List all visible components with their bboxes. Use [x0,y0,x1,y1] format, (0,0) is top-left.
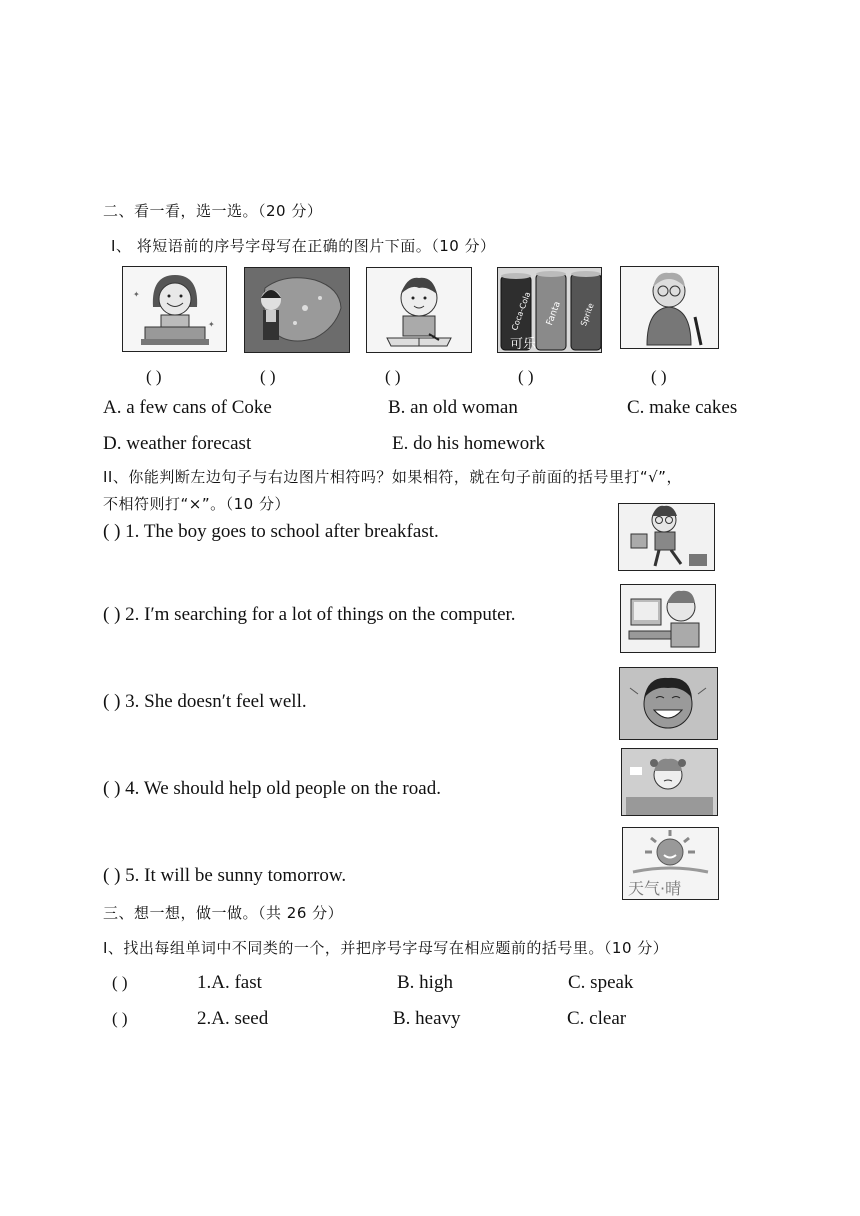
sunny-weather-picture [622,827,719,900]
word-group-2-paren[interactable]: ( ) [112,1009,128,1028]
section-3-part-1-instruction: Ι、找出每组单词中不同类的一个，并把序号字母写在相应题前的括号里。（10 分） [103,939,669,957]
svg-text:✦: ✦ [133,290,140,299]
boy-at-computer-picture [620,584,716,653]
can-label-sprite: Sprite [579,301,596,328]
part-2-instruction-line-1: ΙΙ、你能判断左边句子与右边图片相符吗？如果相符，就在句子前面的括号里打“√”， [103,468,682,486]
smiling-man-picture [619,667,718,740]
judge-item-3-paren[interactable]: ( ) [103,691,121,712]
word-group-1-paren[interactable]: ( ) [112,973,128,992]
weather-forecast-map-picture [244,267,350,353]
option-e: E. do his homework [392,433,546,454]
judge-item-5 [103,865,346,887]
word-group-1-option-b: B. high [397,972,453,993]
judge-item-4 [103,778,441,800]
judge-item-2 [103,604,516,626]
judge-item-1-paren[interactable]: ( ) [103,521,121,542]
picture-4-blank[interactable]: ( ) [518,367,534,386]
option-a: A. a few cans of Coke [103,397,272,418]
boy-walking-to-school-picture [618,503,715,571]
judge-item-4-text: 4. We should help old people on the road. [125,778,441,799]
judge-item-2-paren[interactable]: ( ) [103,604,121,625]
option-d: D. weather forecast [103,433,252,454]
picture-1-blank[interactable]: ( ) [146,367,162,386]
word-group-2-option-b: B. heavy [393,1008,461,1029]
picture-2-blank[interactable]: ( ) [260,367,276,386]
judge-item-2-text: 2. I′m searching for a lot of things on the computer. [125,604,516,625]
boy-doing-homework-picture [366,267,472,353]
part-1-instruction: Ⅰ、 将短语前的序号字母写在正确的图片下面。（10 分） [111,237,496,255]
section-2-heading: 二、看一看，选一选。（20 分） [103,202,323,220]
word-group-1-option-a: 1.A. fast [197,972,262,993]
judge-item-1-text: 1. The boy goes to school after breakfast. [125,521,439,542]
picture-5-blank[interactable]: ( ) [651,367,667,386]
word-group-1-option-c: C. speak [568,972,634,993]
girl-feeling-unwell-picture [621,748,718,816]
word-group-2-option-a: 2.A. seed [197,1008,269,1029]
option-c: C. make cakes [627,397,738,418]
old-woman-picture [620,266,719,349]
cans-of-coke-picture [497,267,602,353]
judge-item-1 [103,521,439,543]
girl-making-cake-picture [122,266,227,352]
svg-text:✦: ✦ [208,320,215,329]
option-b: B. an old woman [388,397,518,418]
can-label-fanta: Fanta [545,300,563,327]
judge-item-3 [103,691,307,713]
section-3-heading: 三、想一想，做一做。（共 26 分） [103,904,344,922]
word-group-2-option-c: C. clear [567,1008,627,1029]
judge-item-4-paren[interactable]: ( ) [103,778,121,799]
judge-item-3-text: 3. She doesn′t feel well. [125,691,307,712]
judge-item-5-paren[interactable]: ( ) [103,865,121,886]
judge-item-5-text: 5. It will be sunny tomorrow. [125,865,347,886]
can-label-coca-cola: Coca-Cola [510,290,533,332]
weather-label: 天气·晴 [628,879,682,898]
picture-3-blank[interactable]: ( ) [385,367,401,386]
can-label-kele: 可乐 [510,337,537,352]
part-2-instruction-line-2: 不相符则打“×”。（10 分） [103,495,290,513]
